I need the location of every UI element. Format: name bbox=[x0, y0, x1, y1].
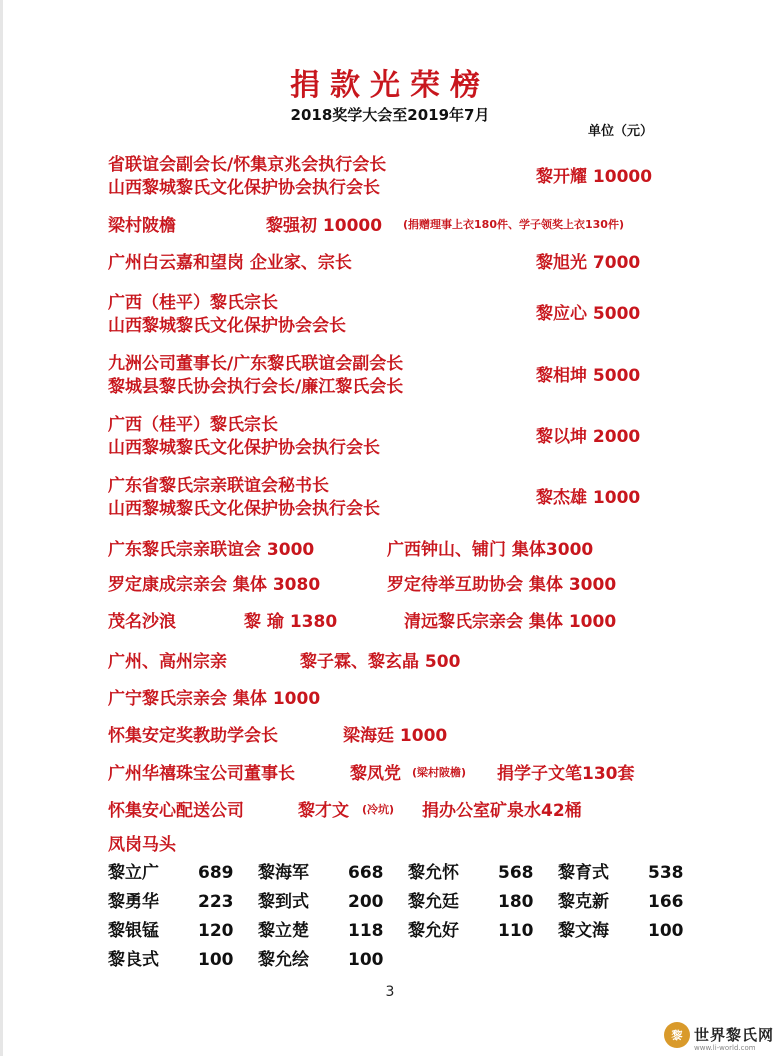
donor-7-title-line2: 山西黎城黎氏文化保护协会执行会长 bbox=[108, 499, 380, 519]
grid-entry-name: 黎允廷 bbox=[408, 892, 459, 912]
donor-3-title-line1: 广州白云嘉和望岗 企业家、宗长 bbox=[108, 253, 352, 273]
row-3-left-name: 黎 瑜 1380 bbox=[244, 612, 338, 632]
donor-2-prefix: 梁村陂檐 bbox=[108, 216, 176, 236]
grid-entry-name: 黎到式 bbox=[258, 892, 309, 912]
page-title: 捐款光荣榜 bbox=[290, 68, 490, 103]
donor-4-title-line2: 山西黎城黎氏文化保护协会会长 bbox=[108, 316, 346, 336]
grid-entry bbox=[108, 916, 234, 941]
donor-4-name-amount: 黎应心 5000 bbox=[536, 304, 641, 324]
grid-entry bbox=[108, 945, 234, 970]
donor-6-name-amount: 黎以坤 2000 bbox=[536, 427, 641, 447]
watermark-seal-icon: 黎 bbox=[664, 1022, 690, 1048]
donor-1-title-line1: 省联谊会副会长/怀集京兆会执行会长 bbox=[108, 155, 387, 175]
row-7-left: 广州华禧珠宝公司董事长 bbox=[108, 764, 295, 784]
row-8-left-name: 黎才文 bbox=[298, 801, 349, 821]
watermark-url: www.li-world.com bbox=[694, 1044, 756, 1052]
grid-entry-amount: 200 bbox=[348, 892, 384, 912]
grid-entry bbox=[558, 916, 684, 941]
row-8-left: 怀集安心配送公司 bbox=[108, 801, 244, 821]
grid-entry-name: 黎允怀 bbox=[408, 863, 459, 883]
grid-entry bbox=[558, 887, 684, 912]
donor-6-title-line2: 山西黎城黎氏文化保护协会执行会长 bbox=[108, 438, 380, 458]
grid-entry-amount: 668 bbox=[348, 863, 384, 883]
donor-1-name-amount: 黎开耀 10000 bbox=[536, 167, 653, 187]
unit-label: 单位（元） bbox=[588, 124, 654, 139]
grid-entry-amount: 538 bbox=[648, 863, 684, 883]
row-3-left: 茂名沙浪 bbox=[108, 612, 176, 632]
row-4-left-name: 黎子霖、黎玄晶 500 bbox=[300, 652, 461, 672]
grid-entry-name: 黎育式 bbox=[558, 863, 609, 883]
donor-7-name-amount: 黎杰雄 1000 bbox=[536, 488, 641, 508]
grid-entry-amount: 100 bbox=[348, 950, 384, 970]
row-7-left-name: 黎凤党 bbox=[350, 764, 401, 784]
grid-entry-name: 黎银锰 bbox=[108, 921, 159, 941]
donor-5-name-amount: 黎相坤 5000 bbox=[536, 366, 641, 386]
grid-entry-name: 黎海军 bbox=[258, 863, 309, 883]
donor-5-title-line1: 九洲公司董事长/广东黎氏联谊会副会长 bbox=[108, 354, 404, 374]
grid-entry-name: 黎允好 bbox=[408, 921, 459, 941]
grid-entry-amount: 223 bbox=[198, 892, 234, 912]
donor-2-note: (捐赠理事上衣180件、学子领奖上衣130件) bbox=[403, 218, 624, 231]
grid-entry bbox=[558, 858, 684, 883]
page-edge bbox=[0, 0, 3, 1056]
row-1-right: 广西钟山、铺门 集体3000 bbox=[387, 540, 594, 560]
grid-entry bbox=[108, 858, 234, 883]
section-title: 凤岗马头 bbox=[108, 835, 176, 855]
grid-entry-name: 黎文海 bbox=[558, 921, 609, 941]
grid-entry bbox=[408, 916, 534, 941]
row-6-left-name: 梁海廷 1000 bbox=[343, 726, 448, 746]
grid-entry bbox=[258, 858, 384, 883]
donor-1-title-line2: 山西黎城黎氏文化保护协会执行会长 bbox=[108, 178, 380, 198]
grid-entry-amount: 689 bbox=[198, 863, 234, 883]
grid-entry-name: 黎克新 bbox=[558, 892, 609, 912]
row-2-right: 罗定待举互助协会 集体 3000 bbox=[387, 575, 617, 595]
row-8-left-note: (冷坑) bbox=[362, 803, 395, 816]
row-8-right: 捐办公室矿泉水42桶 bbox=[422, 801, 582, 821]
grid-entry-name: 黎立广 bbox=[108, 863, 159, 883]
grid-entry bbox=[408, 887, 534, 912]
row-4-left: 广州、高州宗亲 bbox=[108, 652, 227, 672]
grid-entry bbox=[258, 887, 384, 912]
grid-entry-amount: 118 bbox=[348, 921, 384, 941]
grid-entry-amount: 166 bbox=[648, 892, 684, 912]
site-watermark bbox=[664, 1022, 780, 1056]
row-5-left: 广宁黎氏宗亲会 集体 1000 bbox=[108, 689, 321, 709]
grid-entry-amount: 120 bbox=[198, 921, 234, 941]
grid-entry-amount: 110 bbox=[498, 921, 534, 941]
grid-entry-amount: 100 bbox=[198, 950, 234, 970]
row-7-right: 捐学子文笔130套 bbox=[497, 764, 635, 784]
grid-entry-name: 黎良式 bbox=[108, 950, 159, 970]
row-2-left: 罗定康成宗亲会 集体 3080 bbox=[108, 575, 321, 595]
grid-entry-name: 黎勇华 bbox=[108, 892, 159, 912]
grid-entry bbox=[258, 916, 384, 941]
grid-entry-amount: 100 bbox=[648, 921, 684, 941]
watermark-text: 世界黎氏网 bbox=[694, 1026, 775, 1044]
grid-entry bbox=[408, 858, 534, 883]
donor-4-title-line1: 广西（桂平）黎氏宗长 bbox=[108, 293, 278, 313]
donor-5-title-line2: 黎城县黎氏协会执行会长/廉江黎氏会长 bbox=[108, 377, 404, 397]
donor-2-name-amount: 黎强初 10000 bbox=[266, 216, 383, 236]
donor-6-title-line1: 广西（桂平）黎氏宗长 bbox=[108, 415, 278, 435]
page-subtitle: 2018奖学大会至2019年7月 bbox=[290, 106, 490, 124]
page-number: 3 bbox=[385, 984, 395, 1000]
grid-entry-name: 黎立楚 bbox=[258, 921, 309, 941]
row-7-left-note: (梁村陂檐) bbox=[412, 766, 467, 779]
row-1-left: 广东黎氏宗亲联谊会 3000 bbox=[108, 540, 315, 560]
row-3-right: 清远黎氏宗亲会 集体 1000 bbox=[404, 612, 617, 632]
donor-7-title-line1: 广东省黎氏宗亲联谊会秘书长 bbox=[108, 476, 329, 496]
donor-3-name-amount: 黎旭光 7000 bbox=[536, 253, 641, 273]
grid-entry bbox=[258, 945, 384, 970]
grid-entry bbox=[108, 887, 234, 912]
grid-entry-amount: 568 bbox=[498, 863, 534, 883]
row-6-left: 怀集安定奖教助学会长 bbox=[108, 726, 278, 746]
grid-entry-name: 黎允绘 bbox=[258, 950, 309, 970]
grid-entry-amount: 180 bbox=[498, 892, 534, 912]
